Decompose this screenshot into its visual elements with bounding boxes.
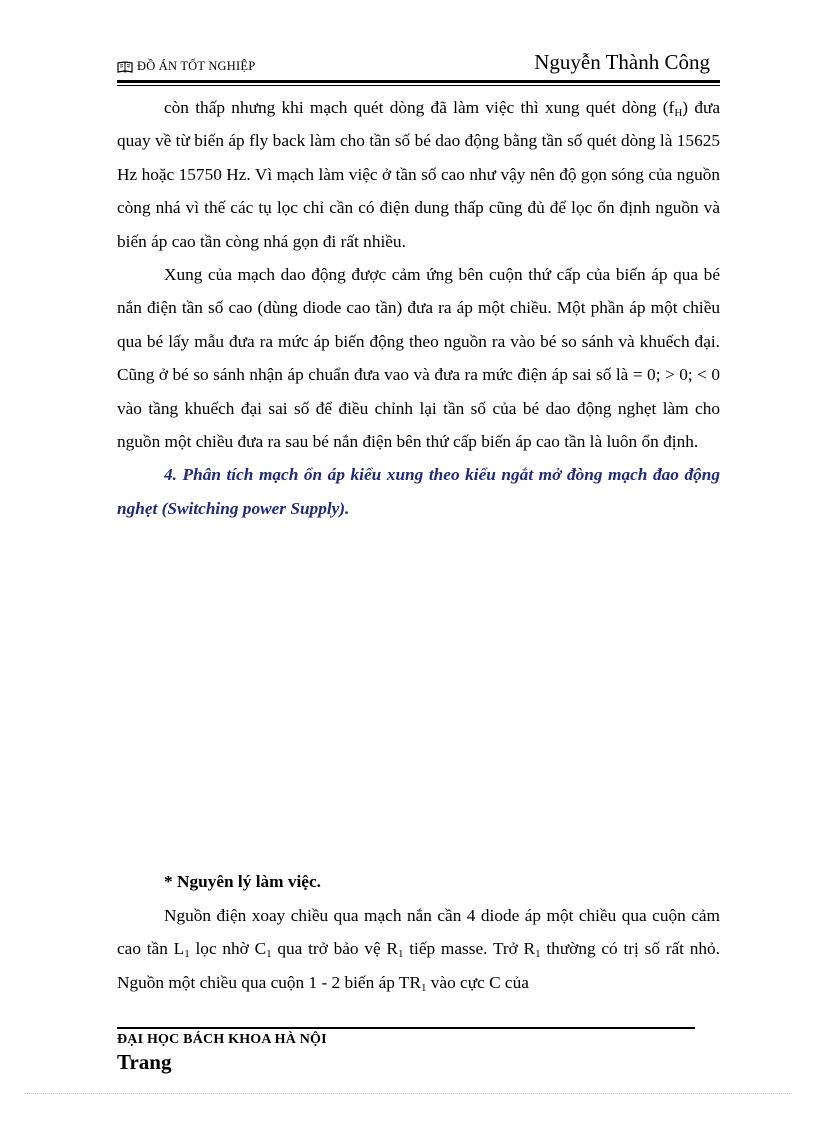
paragraph-2: Xung của mạch dao động được cảm ứng bên cuộn thứ cấp của biến áp qua bé nắn điện tần số cao (dùng diode cao tần) đưa ra áp một chiều. Một phần áp một chiều qua bé lấy mẫu đưa ra mức áp biến động theo nguồn ra vào bé so sánh và khuếch đại. Cũng ở bé so sánh nhận áp chuẩn đưa vao và đưa ra mức điện áp sai số là = 0; > 0; < 0 vào tầng khuếch đại sai số để điều chỉnh lại tần số của bé dao động nghẹt làm cho nguồn một chiều đưa ra sau bé nắn điện bên thứ cấp biến áp cao tần là luôn ổn định. xyxy=(117,265,720,452)
principle-heading: * Nguyên lý làm việc. xyxy=(164,872,321,892)
footer-institution: ĐẠI HỌC BÁCH KHOA HÀ NỘI xyxy=(117,1032,327,1047)
section-heading-4: 4. Phân tích mạch ổn áp kiểu xung theo kiểu ngắt mở đòng mạch đao động nghẹt (Switching power Supply). xyxy=(117,465,720,518)
paragraph-1: còn thấp nhưng khi mạch quét dòng đã làm việc thì xung quét dòng $(f_H)$ đưa quay về từ biến áp fly back làm cho tần số bé dao động bằng tần số quét dòng là 15625 Hz hoặc 15750 Hz. Vì mạch làm việc ở tần số cao như vậy nên độ gọn sóng của nguồn còng nhá vì thế các tụ lọc chỉ cần có điện dung thấp cũng đủ để lọc ổn định nguồn và biến áp cao tần còng nhá gọn đi rất nhiều. xyxy=(117,98,720,251)
header-author: Nguyễn Thành Công xyxy=(534,50,710,74)
footer-page-label: Trang xyxy=(117,1050,172,1074)
header-rule-thick xyxy=(117,80,720,83)
header-rule-thin xyxy=(117,85,720,86)
header-left xyxy=(117,59,255,74)
document-body xyxy=(117,91,720,999)
footer-rule xyxy=(117,1027,695,1029)
header-document-type: ĐỒ ÁN TỐT NGHIỆP xyxy=(137,59,256,73)
page-header xyxy=(117,44,720,82)
paragraph-3: Nguồn điện xoay chiều qua mạch nắn cần 4 diode áp một chiều qua cuộn cảm cao tần $L_1$ lọc nhờ $C_1$ qua trở bảo vệ $R_1$ tiếp masse. Trở $R_1$ thường có trị số rất nhỏ. Nguồn một chiều qua cuộn 1 - 2 biến áp $TR_1$ vào cực C của xyxy=(117,905,720,994)
figure-space xyxy=(117,525,720,862)
book-icon xyxy=(117,61,133,73)
page-bottom-border xyxy=(24,1093,792,1094)
